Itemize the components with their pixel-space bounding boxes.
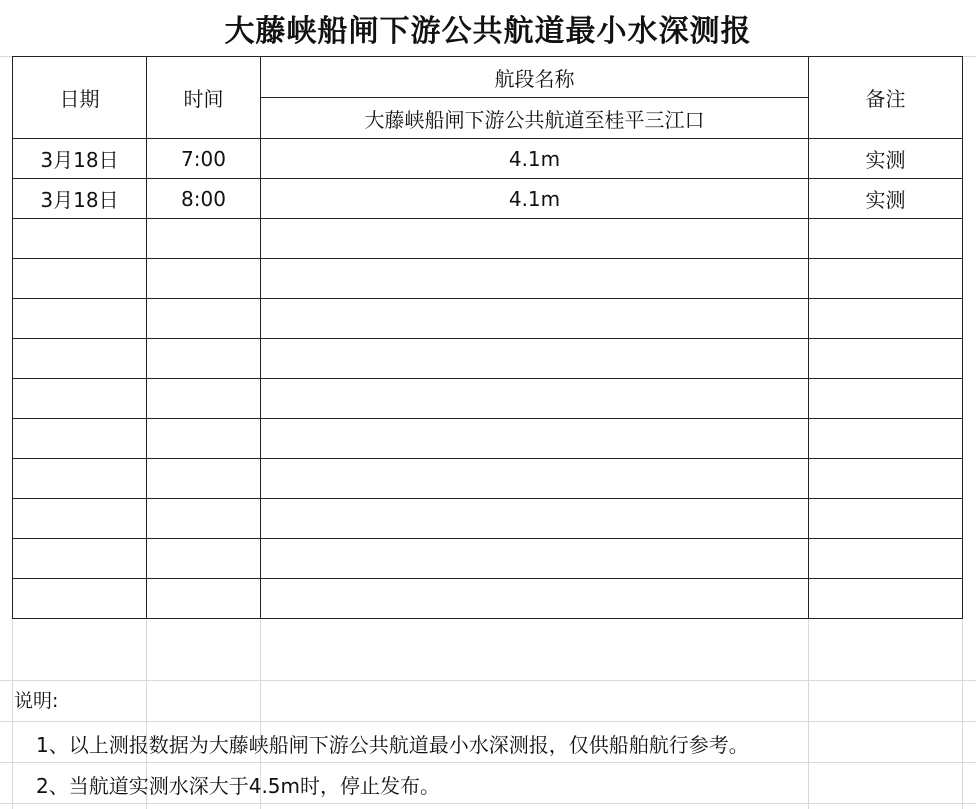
empty-row bbox=[13, 339, 963, 379]
notes-label: 说明: bbox=[14, 690, 59, 712]
empty-row bbox=[13, 379, 963, 419]
table-row bbox=[13, 139, 963, 179]
header-section: 大藤峡船闸下游公共航道至桂平三江口 bbox=[261, 98, 809, 139]
empty-row bbox=[13, 219, 963, 259]
empty-row bbox=[13, 459, 963, 499]
empty-row bbox=[13, 539, 963, 579]
empty-row bbox=[13, 499, 963, 539]
cell-depth: 4.1m bbox=[261, 139, 809, 179]
empty-row bbox=[13, 299, 963, 339]
cell-time: 7:00 bbox=[147, 139, 261, 179]
empty-row bbox=[13, 259, 963, 299]
table-row bbox=[13, 179, 963, 219]
report-table bbox=[12, 56, 963, 619]
cell-date: 3月18日 bbox=[13, 139, 147, 179]
note-item: 2、当航道实测水深大于4.5m时，停止发布。 bbox=[36, 774, 441, 798]
cell-date: 3月18日 bbox=[13, 179, 147, 219]
cell-time: 8:00 bbox=[147, 179, 261, 219]
page-title: 大藤峡船闸下游公共航道最小水深测报 bbox=[0, 0, 976, 56]
empty-row bbox=[13, 579, 963, 619]
header-date: 日期 bbox=[13, 57, 147, 139]
cell-remark: 实测 bbox=[809, 179, 963, 219]
cell-depth: 4.1m bbox=[261, 179, 809, 219]
header-section-name: 航段名称 bbox=[261, 57, 809, 98]
header-row bbox=[13, 57, 963, 98]
empty-row bbox=[13, 419, 963, 459]
note-item: 1、以上测报数据为大藤峡船闸下游公共航道最小水深测报，仅供船舶航行参考。 bbox=[36, 733, 749, 757]
header-time: 时间 bbox=[147, 57, 261, 139]
header-remark: 备注 bbox=[809, 57, 963, 139]
cell-remark: 实测 bbox=[809, 139, 963, 179]
